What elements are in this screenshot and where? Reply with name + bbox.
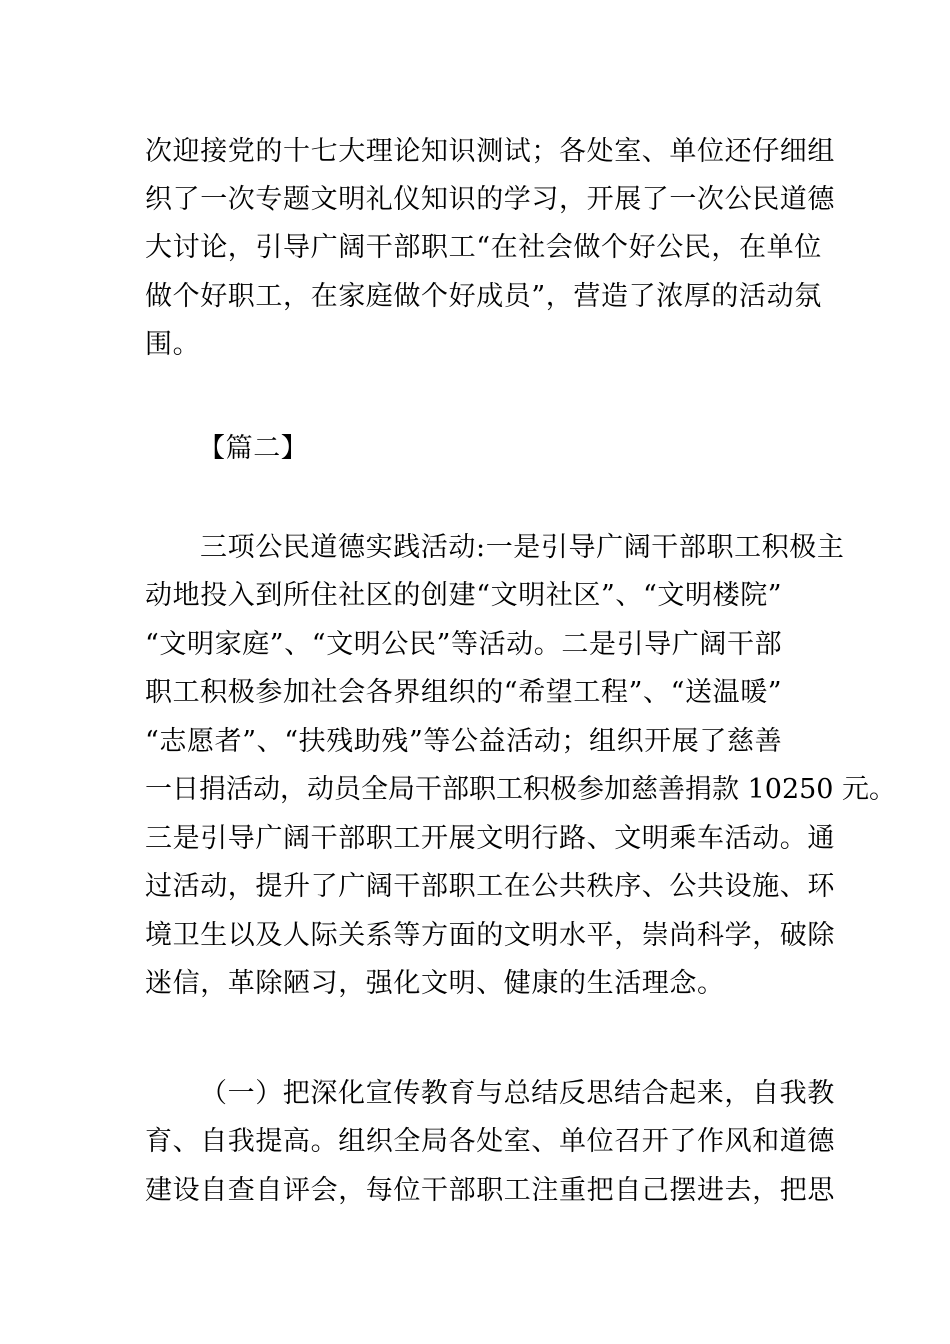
- text-line: 次迎接党的十七大理论知识测试；各处室、单位还仔细组: [145, 136, 835, 167]
- text-line: 三是引导广阔干部职工开展文明行路、文明乘车活动。通: [145, 823, 835, 854]
- text-line: （一）把深化宣传教育与总结反思结合起来，自我教: [200, 1078, 835, 1109]
- text-line: 做个好职工，在家庭做个好成员”，营造了浓厚的活动氛: [145, 281, 822, 312]
- text-line: 育、自我提高。组织全局各处室、单位召开了作风和道德: [145, 1126, 835, 1157]
- text-line: 织了一次专题文明礼仪知识的学习，开展了一次公民道德: [145, 184, 835, 215]
- text-line: 一日捐活动，动员全局干部职工积极参加慈善捐款 10250 元。: [145, 774, 897, 805]
- text-line: 境卫生以及人际关系等方面的文明水平，崇尚科学，破除: [145, 920, 835, 951]
- text-line: 职工积极参加社会各界组织的“希望工程”、“送温暖”: [145, 677, 783, 708]
- text-line: 围。: [145, 329, 201, 360]
- text-line: 迷信，革除陋习，强化文明、健康的生活理念。: [145, 968, 725, 999]
- section-heading: 【篇二】: [198, 433, 309, 464]
- text-line: 建设自查自评会，每位干部职工注重把自己摆进去，把思: [145, 1175, 835, 1206]
- text-line: “志愿者”、“扶残助残”等公益活动；组织开展了慈善: [145, 726, 783, 757]
- text-line: 三项公民道德实践活动:一是引导广阔干部职工积极主: [200, 532, 845, 563]
- text-line: 过活动，提升了广阔干部职工在公共秩序、公共设施、环: [145, 871, 835, 902]
- text-line: 动地投入到所住社区的创建“文明社区”、“文明楼院”: [145, 580, 783, 611]
- text-line: 大讨论，引导广阔干部职工“在社会做个好公民，在单位: [145, 232, 822, 263]
- text-line: “文明家庭”、“文明公民”等活动。二是引导广阔干部: [145, 629, 783, 660]
